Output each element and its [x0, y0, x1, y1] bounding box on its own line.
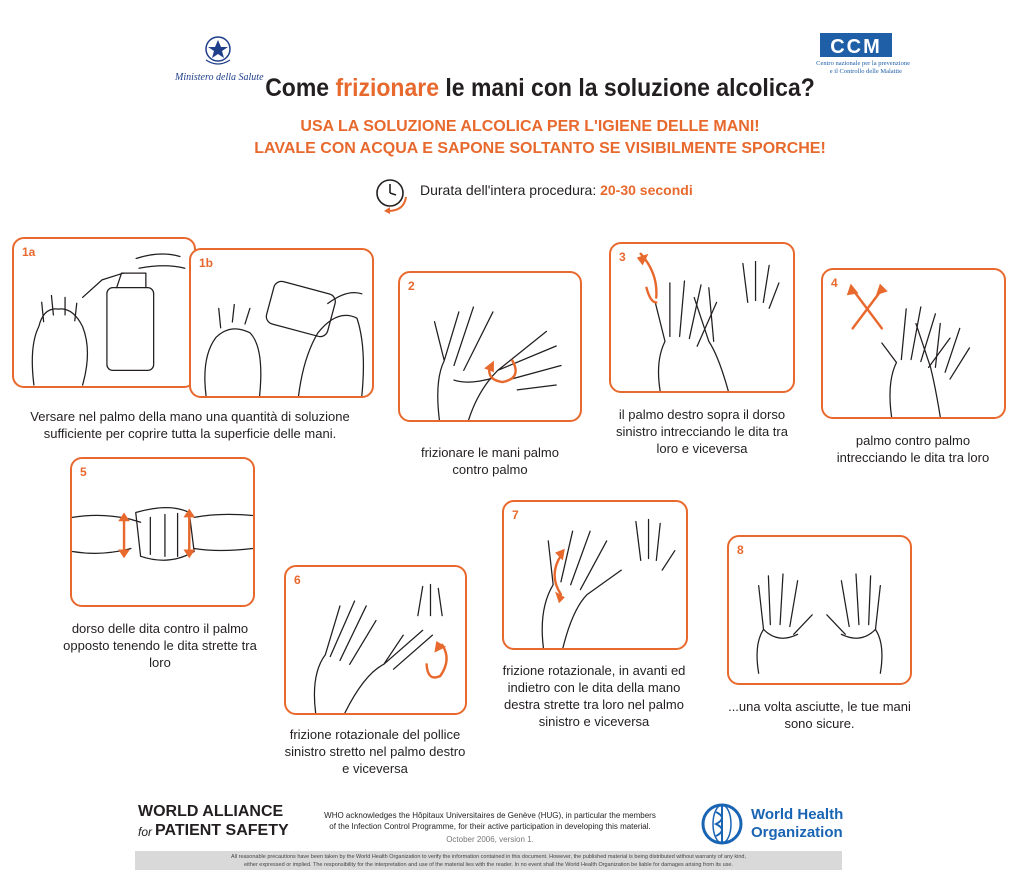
- palm-to-palm-icon: [400, 273, 580, 420]
- duration-label: Durata dell'intera procedura:: [420, 182, 601, 198]
- disclaimer-line1: All reasonable precautions have been taken by the World Health Organization to verify the information contained in this document. However, the published material is being distributed without warranty of any kind,: [230, 854, 747, 860]
- step-8-caption: ...una volta asciutte, le tue mani sono sicure.: [728, 699, 911, 731]
- alliance-for: for: [138, 825, 153, 839]
- step-5-caption: dorso delle dita contro il palmo opposto tenendo le dita strette tra loro: [63, 621, 257, 670]
- step-2-caption: frizionare le mani palmo contro palmo: [420, 445, 559, 477]
- clean-hands-icon: [729, 537, 910, 683]
- who-logo: [697, 800, 847, 848]
- alliance-line1: WORLD ALLIANCE: [138, 803, 284, 820]
- fingers-dorsum-icon: [72, 459, 253, 605]
- step-4-card: [821, 268, 1006, 419]
- disclaimer-line2: either expressed or implied. The responsibility for the interpretation and use of the material lies with the reader. In no event shall the World Health Organization be liable for damages arising from its use.: [244, 862, 733, 868]
- page-title: [227, 74, 853, 103]
- palm-over-dorsum-icon: [611, 244, 793, 391]
- disclaimer: [135, 851, 842, 870]
- step-7-number: 7: [512, 508, 519, 522]
- step-7-caption: frizione rotazionale, in avanti ed indietro con le dita della mano destra strette tra loro nel palmo sinistro e viceversa: [502, 663, 686, 729]
- step-6-number: 6: [294, 573, 301, 587]
- step-3-card: [609, 242, 795, 393]
- thumb-rotation-icon: [286, 567, 465, 713]
- step-2-card: [398, 271, 582, 422]
- dispenser-hand-icon: [14, 239, 194, 386]
- ccm-line1: Centro nazionale per la prevenzione: [816, 60, 910, 67]
- pouring-hand-icon: [191, 250, 372, 396]
- duration-text: [420, 182, 693, 198]
- step-7-card: [502, 500, 688, 650]
- subtitle-line1: USA LA SOLUZIONE ALCOLICA PER L'IGIENE DELLE MANI!: [300, 118, 760, 135]
- who-line2: Organization: [751, 824, 843, 841]
- italy-emblem-icon: [170, 32, 270, 72]
- version-text: October 2006, version 1.: [446, 835, 534, 844]
- step-1b-card: [189, 248, 374, 398]
- ccm-line2: e il Controllo delle Malattie: [829, 68, 902, 75]
- step-8-card: [727, 535, 912, 685]
- ack-line1: WHO acknowledges the Hôpitaux Universitaires de Genève (HUG), in particular the members: [324, 811, 656, 820]
- step-6-caption: frizione rotazionale del pollice sinistro stretto nel palmo destro e viceversa: [284, 727, 466, 776]
- ack-line2: of the Infection Control Programme, for their active participation in developing this material.: [329, 822, 651, 831]
- title-after: le mani con la soluzione alcolica?: [439, 74, 815, 102]
- step-5-number: 5: [80, 465, 87, 479]
- step-2-number: 2: [408, 279, 415, 293]
- ministry-logo-text: Ministero della Salute: [175, 72, 264, 83]
- title-highlight: frizionare: [335, 74, 440, 102]
- title-before: Come: [265, 74, 336, 102]
- step-6-card: [284, 565, 467, 715]
- world-alliance-logo: [135, 803, 289, 848]
- clock-icon: [372, 175, 412, 215]
- step-4-number: 4: [831, 276, 838, 290]
- duration-value: 20-30 secondi: [600, 182, 693, 198]
- step-1b-number: 1b: [199, 256, 214, 270]
- step-1a-card: [12, 237, 196, 388]
- interlaced-fingers-icon: [823, 270, 1004, 417]
- who-emblem-icon: [697, 800, 747, 848]
- step-5-card: [70, 457, 255, 607]
- step-1-caption: Versare nel palmo della mano una quantità di soluzione sufficiente per coprire tutta la superficie delle mani.: [30, 409, 350, 441]
- step-1a-number: 1a: [22, 245, 36, 259]
- ccm-acronym: CCM: [820, 33, 892, 57]
- step-4-caption: palmo contro palmo intrecciando le dita tra loro: [836, 433, 990, 465]
- fingertips-rotation-icon: [504, 502, 686, 648]
- subtitle-line2: LAVALE CON ACQUA E SAPONE SOLTANTO SE VISIBILMENTE SPORCHE!: [254, 140, 826, 157]
- step-8-number: 8: [737, 543, 744, 557]
- who-line1: World Health: [751, 806, 844, 823]
- step-3-number: 3: [619, 250, 626, 264]
- acknowledgement: [300, 810, 680, 845]
- step-3-caption: il palmo destro sopra il dorso sinistro intrecciando le dita tra loro e viceversa: [616, 407, 788, 456]
- alliance-line2: PATIENT SAFETY: [155, 822, 289, 839]
